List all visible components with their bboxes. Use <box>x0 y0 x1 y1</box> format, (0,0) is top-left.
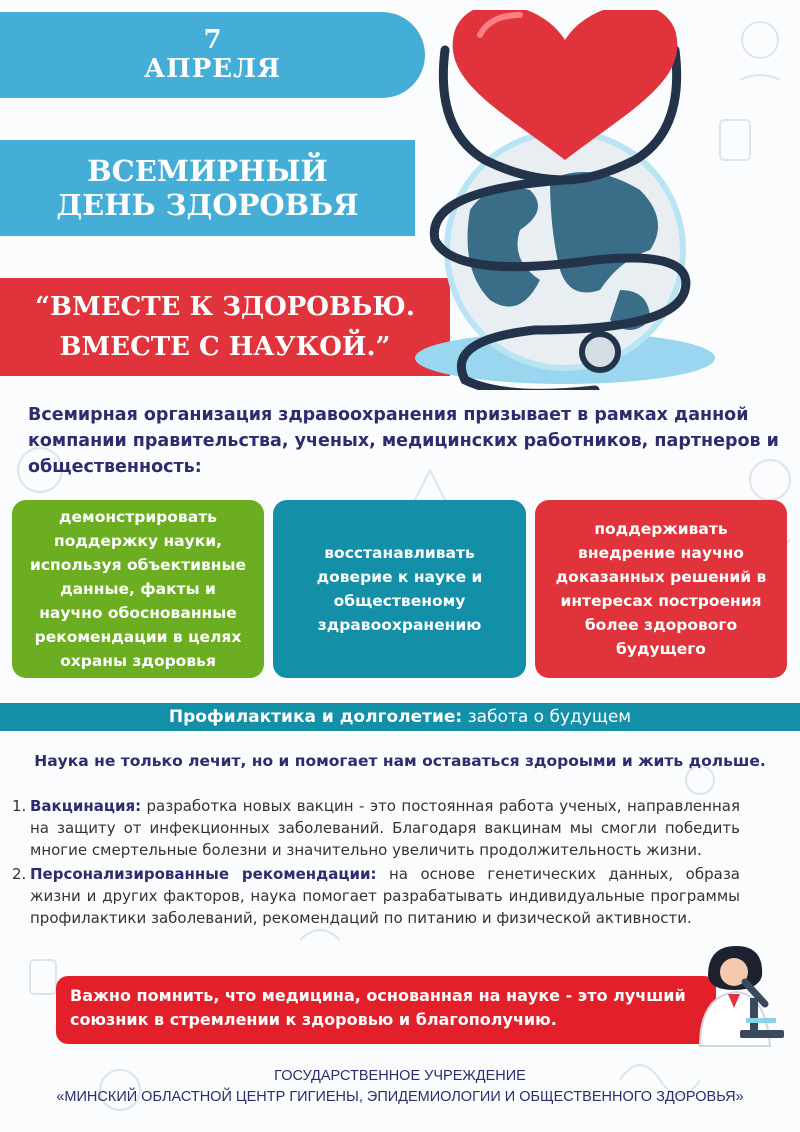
date-month: АПРЕЛЯ <box>143 54 281 84</box>
intro-paragraph: Всемирная организация здравоохранения призывает в рамках данной компании правительства, ученых, медицинских работников, партнеров и общественность: <box>28 405 779 477</box>
title-banner <box>0 140 415 236</box>
lead-sentence: Наука не только лечит, но и помогает нам оставаться здороыми и жить дольше. <box>34 752 766 770</box>
goal-card-science: демонстрировать поддержку науки, используя объективные данные, факты и научно обоснованные рекомендации в целях охраны здоровья <box>12 500 264 678</box>
list-item <box>12 863 740 929</box>
section-heading <box>0 703 800 731</box>
goal-card-trust: восстанавливать доверие к науке и общественому здравоохранению <box>273 500 526 678</box>
slogan-line-2: ВМЕСТЕ С НАУКОЙ.” <box>59 332 391 362</box>
numbered-list <box>12 795 740 931</box>
slogan-banner <box>0 278 450 376</box>
list-term: Вакцинация: <box>30 797 142 815</box>
callout-box: Важно помнить, что медицина, основанная на науке - это лучший союзник в стремлении к здоровью и благополучию. <box>56 976 716 1044</box>
scientist-microscope-icon <box>690 942 790 1052</box>
hero-illustration <box>400 10 730 390</box>
footer <box>0 1066 800 1108</box>
section-heading-rest: забота о будущем <box>462 707 632 727</box>
heart-icon <box>453 10 678 160</box>
stethoscope-chestpiece <box>582 334 618 370</box>
footer-line-1: ГОСУДАРСТВЕННОЕ УЧРЕЖДЕНИЕ <box>274 1068 526 1084</box>
goal-card-solutions: поддерживать внедрение научно доказанных решений в интересах построения более здорового будущего <box>535 500 787 678</box>
slogan-line-1: “ВМЕСТЕ К ЗДОРОВЬЮ. <box>35 292 415 322</box>
title-line-2: ДЕНЬ ЗДОРОВЬЯ <box>56 188 359 222</box>
section-heading-bold: Профилактика и долголетие: <box>168 707 463 727</box>
list-text: на основе генетических данных, образа жизни и других факторов, наука помогает разрабатывать индивидуальные программы профилактики заболеваний, рекомендаций по питанию и физической активности. <box>30 865 740 927</box>
date-day: 7 <box>203 25 222 55</box>
list-text: разработка новых вакцин - это постоянная работа ученых, направленная на защиту от инфекционных заболеваний. Благодаря вакцинам мы смогли победить многие смертельные болезни и значительно увеличить продолжительность жизни. <box>30 797 740 859</box>
title-line-1: ВСЕМИРНЫЙ <box>87 154 328 188</box>
list-number: 1. <box>12 797 27 815</box>
list-term: Персонализированные рекомендации: <box>30 865 377 883</box>
list-item <box>12 795 740 861</box>
date-banner <box>0 12 425 98</box>
list-number: 2. <box>12 865 27 883</box>
footer-line-2: «МИНСКИЙ ОБЛАСТНОЙ ЦЕНТР ГИГИЕНЫ, ЭПИДЕМИОЛОГИИ И ОБЩЕСТВЕННОГО ЗДОРОВЬЯ» <box>56 1089 744 1105</box>
